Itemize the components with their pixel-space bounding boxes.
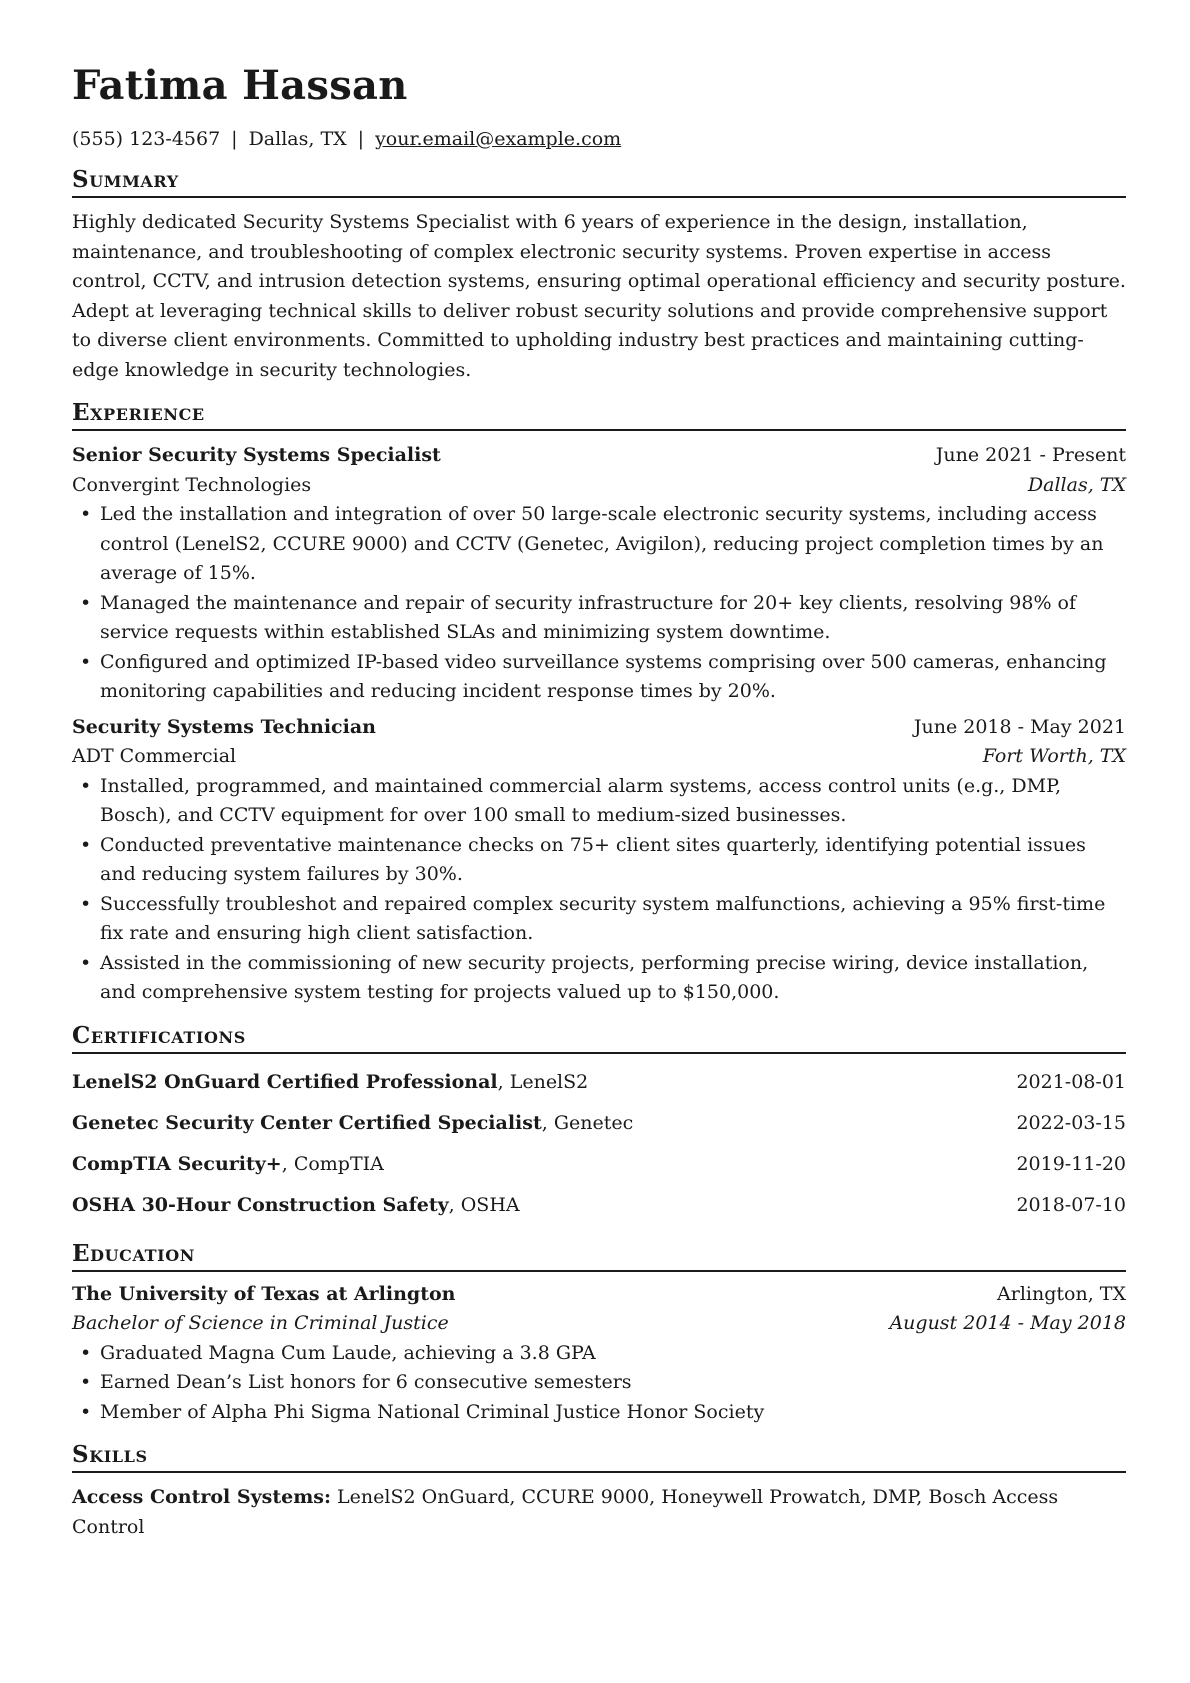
bullet-text: Successfully troubleshot and repaired complex security system malfunctions, achieving a 95% first-time fix rate and ensuring high client satisfaction.: [100, 892, 1106, 944]
list-item: [72, 949, 1126, 1008]
list-item: [72, 1398, 1126, 1428]
bullet-icon: •: [80, 951, 92, 974]
candidate-name: Fatima Hassan: [72, 62, 408, 109]
certification-date: 2021-08-01: [1016, 1070, 1126, 1093]
education-bullet-list: [72, 1339, 1126, 1428]
certification-row: [72, 1144, 1126, 1185]
separator: |: [231, 128, 238, 150]
job-dates: June 2018 - May 2021: [913, 715, 1126, 738]
certification-issuer: , LenelS2: [497, 1070, 589, 1093]
bullet-text: Graduated Magna Cum Laude, achieving a 3.8 GPA: [100, 1341, 596, 1364]
skill-category-label: Access Control Systems:: [72, 1486, 332, 1508]
job-role: Security Systems Technician: [72, 715, 376, 738]
skill-category-value: LenelS2 OnGuard, CCURE 9000, Honeywell Prowatch, DMP, Bosch Access Control: [72, 1486, 1059, 1538]
degree: Bachelor of Science in Criminal Justice: [72, 1312, 449, 1334]
education-subheader: [72, 1309, 1126, 1339]
job-company: Convergint Technologies: [72, 473, 312, 496]
education-dates: August 2014 - May 2018: [889, 1312, 1126, 1334]
bullet-icon: •: [80, 892, 92, 915]
list-item: [72, 772, 1126, 831]
bullet-text: Managed the maintenance and repair of security infrastructure for 20+ key clients, resolving 98% of service requests within established SLAs and minimizing system downtime.: [100, 591, 1077, 643]
school-name: The University of Texas at Arlington: [72, 1282, 456, 1305]
section-title-experience: Experience: [72, 399, 1126, 431]
contact-line: [72, 126, 1126, 152]
certification-date: 2019-11-20: [1016, 1152, 1126, 1175]
location: Dallas, TX: [248, 128, 347, 150]
section-title-skills: Skills: [72, 1441, 1126, 1473]
list-item: [72, 1368, 1126, 1398]
job-dates: June 2021 - Present: [935, 444, 1126, 466]
bullet-icon: •: [80, 591, 92, 614]
list-item: [72, 831, 1126, 890]
section-title-education: Education: [72, 1240, 1126, 1272]
job-company: ADT Commercial: [72, 745, 237, 767]
certification-row: [72, 1185, 1126, 1226]
skills-line: [72, 1483, 1126, 1542]
list-item: [72, 500, 1126, 589]
certification-name: Genetec Security Center Certified Specialist: [72, 1111, 542, 1134]
bullet-icon: •: [80, 1371, 92, 1393]
job-subheader: [72, 471, 1126, 501]
email-link[interactable]: your.email@example.com: [375, 128, 622, 150]
bullet-text: Configured and optimized IP-based video surveillance systems comprising over 500 cameras, enhancing monitoring capabilities and reducing incident response times by 20%.: [100, 650, 1107, 702]
list-item: [72, 1339, 1126, 1369]
list-item: [72, 648, 1126, 707]
bullet-icon: •: [80, 503, 92, 525]
phone-number: (555) 123-4567: [72, 128, 221, 150]
bullet-icon: •: [80, 650, 92, 673]
education-entry: [72, 1280, 1126, 1428]
bullet-text: Assisted in the commissioning of new security projects, performing precise wiring, device installation, and comprehensive system testing for projects valued up to $150,000.: [100, 951, 1089, 1003]
summary-text: Highly dedicated Security Systems Specialist with 6 years of experience in the design, installation, maintenance, and troubleshooting of complex electronic security systems. Proven expertise in access control, CCTV, and intrusion detection systems, ensuring optimal operational efficiency and security posture. Adept at leveraging technical skills to deliver robust security solutions and provide comprehensive support to diverse client environments. Committed to upholding industry best practices and maintaining cutting-edge knowledge in security technologies.: [72, 211, 1126, 381]
job-entry: [72, 441, 1126, 707]
job-location: Dallas, TX: [1027, 473, 1126, 496]
job-location: Fort Worth, TX: [982, 745, 1126, 767]
job-subheader: [72, 742, 1126, 772]
list-item: [72, 890, 1126, 949]
bullet-icon: •: [80, 833, 92, 856]
job-role: Senior Security Systems Specialist: [72, 444, 441, 466]
bullet-icon: •: [80, 774, 92, 797]
certification-list: [72, 1062, 1126, 1226]
certification-name: LenelS2 OnGuard Certified Professional: [72, 1070, 498, 1093]
bullet-icon: •: [80, 1400, 92, 1423]
job-header: [72, 713, 1126, 743]
school-location: Arlington, TX: [997, 1282, 1126, 1305]
bullet-text: Member of Alpha Phi Sigma National Criminal Justice Honor Society: [100, 1400, 765, 1423]
job-bullet-list: [72, 772, 1126, 1008]
bullet-icon: •: [80, 1341, 92, 1364]
certification-issuer: , CompTIA: [281, 1152, 384, 1175]
certification-name: OSHA 30-Hour Construction Safety: [72, 1193, 449, 1216]
job-bullet-list: [72, 500, 1126, 707]
section-title-certifications: Certifications: [72, 1022, 1126, 1054]
certification-date: 2022-03-15: [1016, 1111, 1126, 1134]
section-title-summary: Summary: [72, 166, 1126, 198]
job-entry: [72, 713, 1126, 1008]
bullet-text: Installed, programmed, and maintained commercial alarm systems, access control units (e.g., DMP, Bosch), and CCTV equipment for over 100 small to medium-sized businesses.: [100, 774, 1062, 826]
bullet-text: Led the installation and integration of over 50 large-scale electronic security systems, including access control (LenelS2, CCURE 9000) and CCTV (Genetec, Avigilon), reducing project completion times by an average of 15%.: [100, 503, 1104, 584]
certification-issuer: , OSHA: [448, 1193, 520, 1216]
list-item: [72, 589, 1126, 648]
resume-page: [72, 60, 1126, 1542]
certification-name: CompTIA Security+: [72, 1152, 282, 1175]
job-header: [72, 441, 1126, 471]
bullet-text: Earned Dean’s List honors for 6 consecutive semesters: [100, 1371, 632, 1393]
certification-row: [72, 1103, 1126, 1144]
bullet-text: Conducted preventative maintenance checks on 75+ client sites quarterly, identifying potential issues and reducing system failures by 30%.: [100, 833, 1086, 885]
certification-date: 2018-07-10: [1016, 1193, 1126, 1216]
education-header: [72, 1280, 1126, 1310]
separator: |: [357, 128, 365, 150]
certification-issuer: , Genetec: [541, 1111, 634, 1134]
certification-row: [72, 1062, 1126, 1103]
